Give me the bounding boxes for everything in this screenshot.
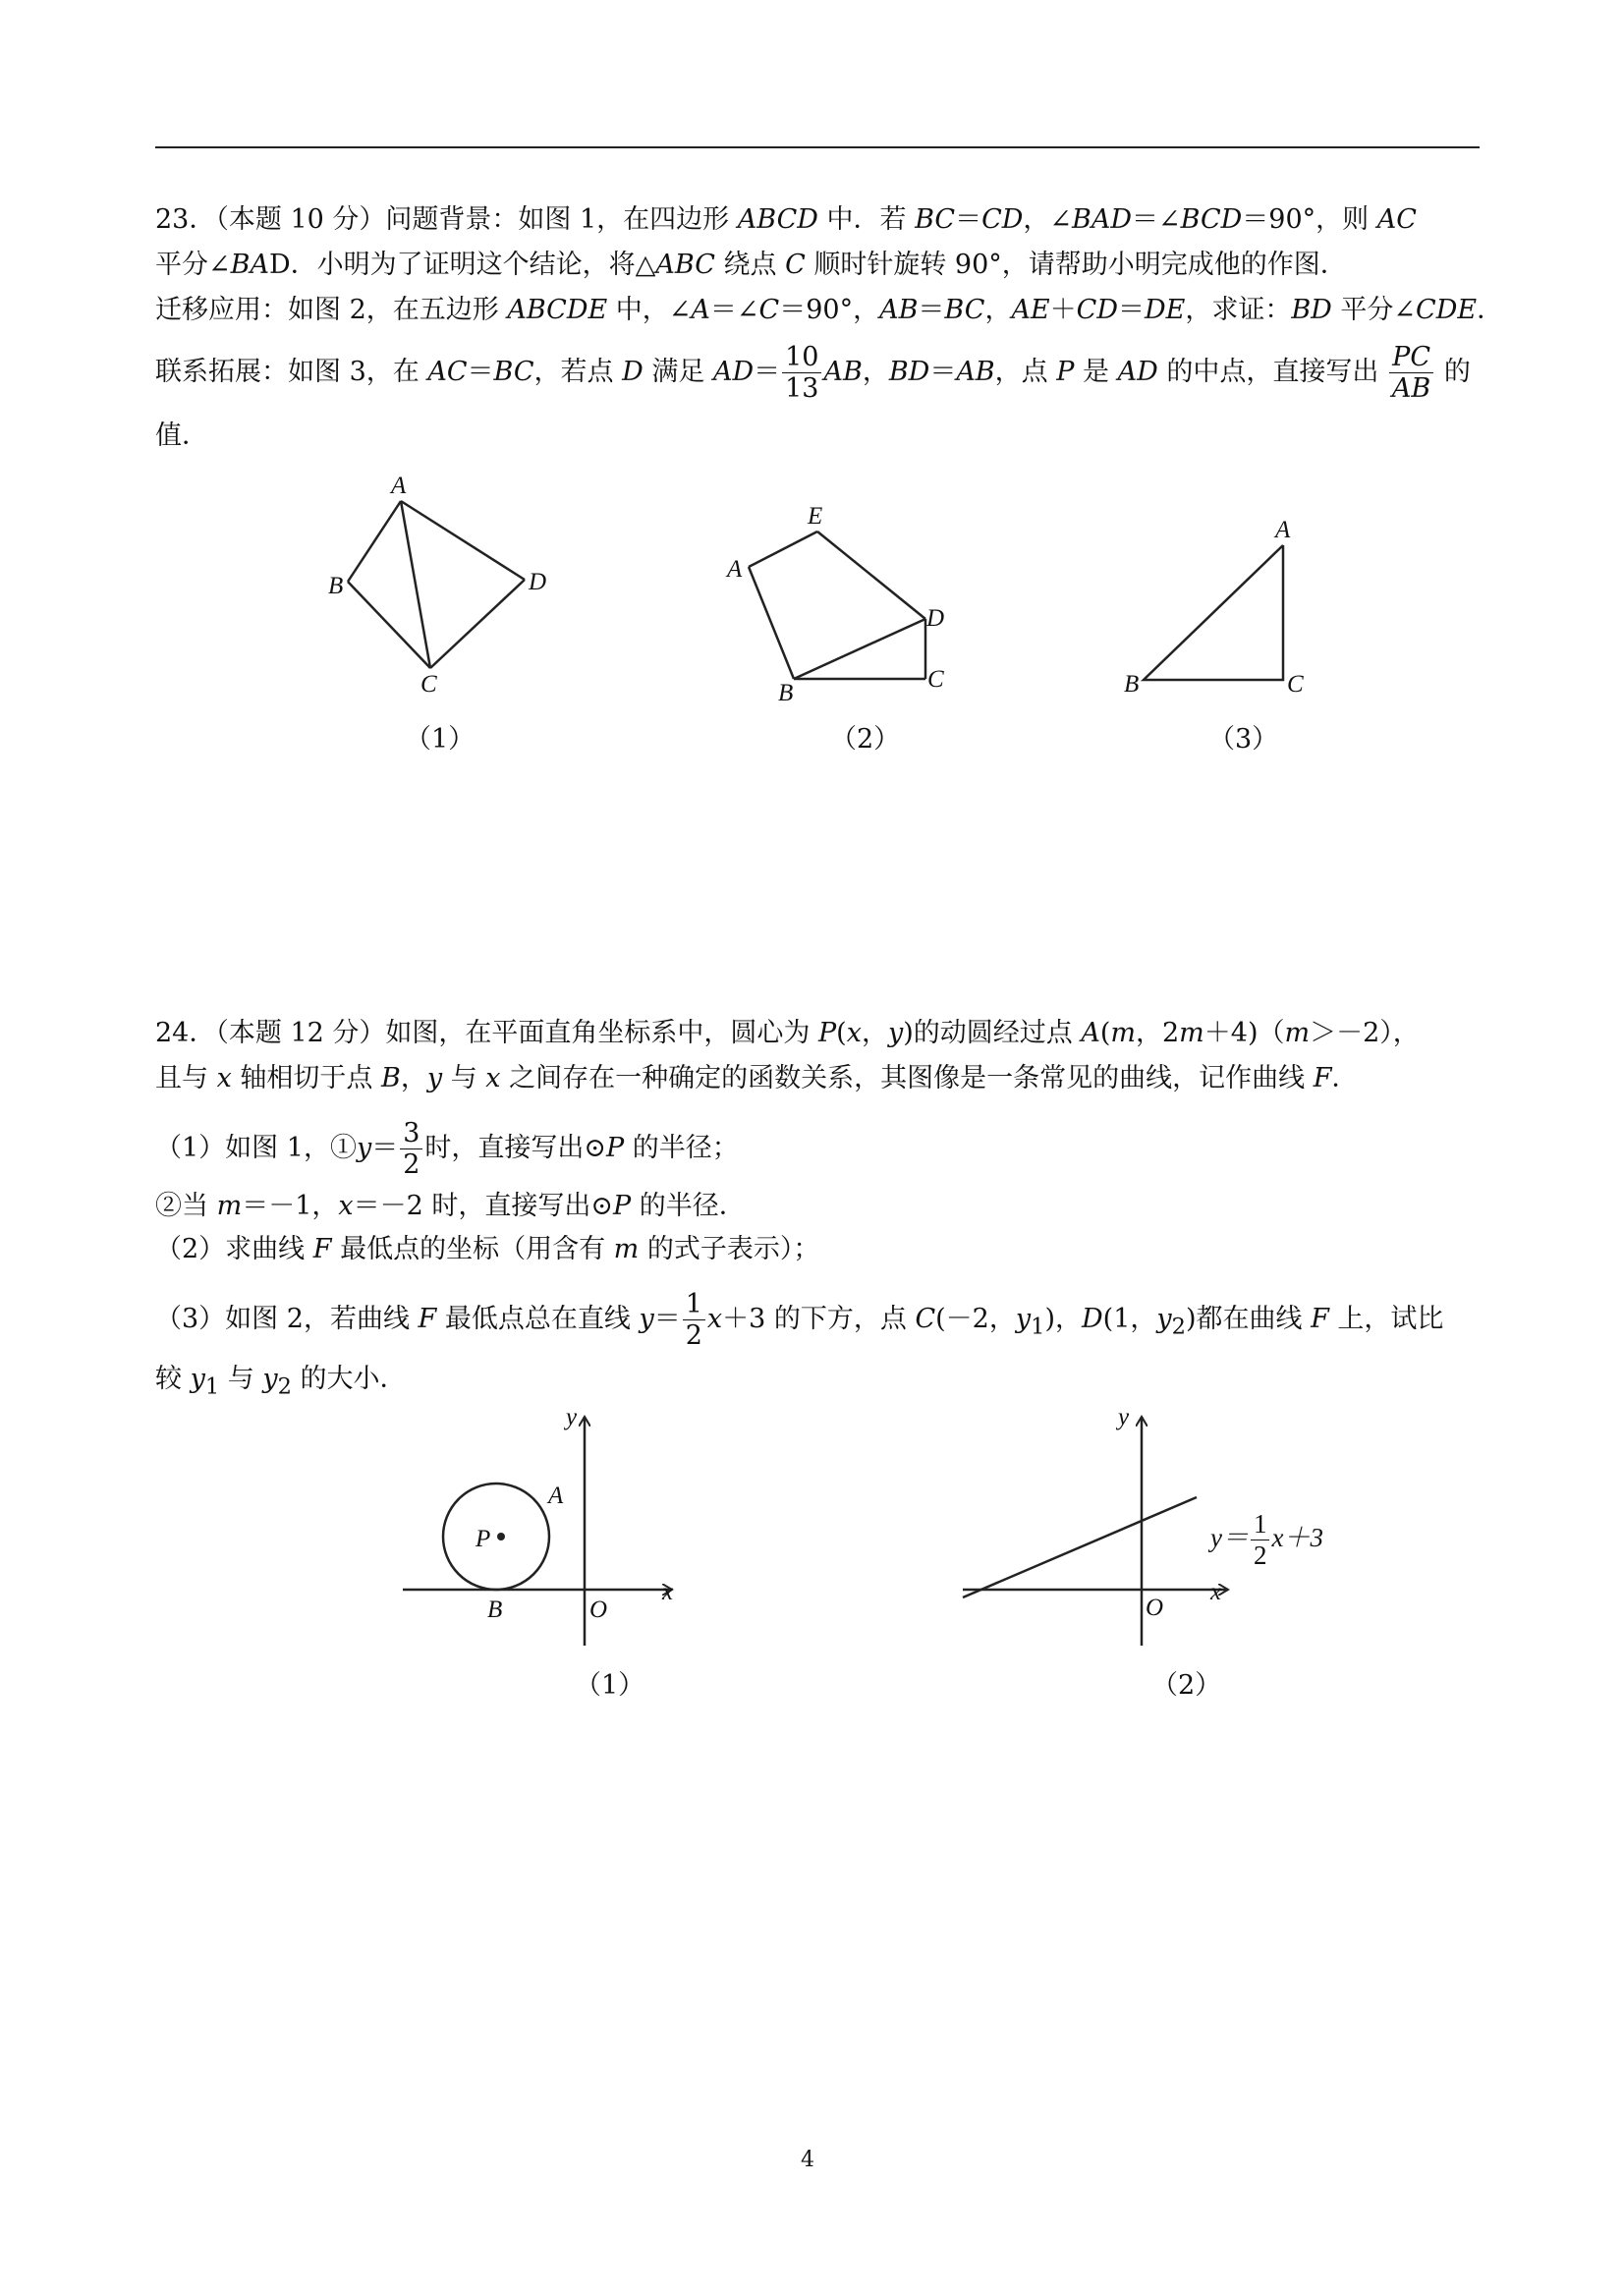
q24-line1: 24．（本题 12 分）如图，在平面直角坐标系中，圆心为 P(x，y)的动圆经过点 A(m，2m＋4)（m＞－2）， [155, 1018, 1420, 1048]
q23-line1: 23．（本题 10 分）问题背景：如图 1，在四边形 ABCD 中．若 BC＝CD，∠BAD＝∠BCD＝90°，则 AC [155, 204, 1417, 235]
q24-fig1-caption: （1） [575, 1670, 645, 1701]
label-p: P [476, 1526, 491, 1552]
label-b: B [778, 680, 794, 706]
q24-line5: （2）求曲线 F 最低点的坐标（用含有 m 的式子表示）； [155, 1234, 820, 1264]
q23-fig1-caption: （1） [405, 724, 476, 755]
fraction-1-2: $\frac{1}{2}$ [683, 1289, 705, 1351]
label-o: O [589, 1596, 608, 1623]
label-b: B [328, 573, 344, 599]
label-c: C [1287, 671, 1304, 698]
label-x: x [662, 1579, 674, 1605]
q24-line3: （1）如图 1，①y＝ $\frac{3}{2}$ 时，直接写出⊙P 的半径； [155, 1118, 739, 1181]
q23-fig3-caption: （3） [1208, 724, 1279, 755]
label-a: A [391, 473, 407, 499]
diagonal-bd [794, 619, 925, 679]
label-d: D [529, 569, 547, 595]
fraction-10-13: $\frac{10}{13}$ [782, 342, 821, 404]
label-c: C [927, 666, 944, 693]
edge-ae [749, 532, 817, 567]
q24-fig2-caption: （2） [1151, 1670, 1222, 1701]
line-y-half-x-plus-3 [963, 1497, 1197, 1597]
line-equation-label: y＝ $\frac{1}{2}$ x＋3 [1210, 1509, 1323, 1571]
label-a: A [727, 556, 743, 583]
q23-line2: 平分∠BAD．小明为了证明这个结论，将△ABC 绕点 C 顺时针旋转 90°，请帮助小明完成他的作图． [155, 250, 1347, 280]
label-o: O [1146, 1595, 1164, 1621]
q23-figure-1 [314, 472, 570, 698]
label-x: x [1210, 1579, 1222, 1605]
fraction-pc-ab: $\frac{PC}{AB}$ [1389, 342, 1433, 404]
edge-cd [430, 580, 525, 668]
fraction-1-2-label: $\frac{1}{2}$ [1251, 1509, 1270, 1571]
label-e: E [808, 503, 823, 530]
center-point-p [497, 1533, 505, 1540]
q23-line4: 联系拓展：如图 3，在 AC＝BC，若点 D 满足 AD＝ $\frac{10}{13}$ AB，BD＝AB，点 P 是 AD 的中点，直接写出 $\frac{PC}{AB}$ 的 [155, 342, 1471, 405]
q24-line2: 且与 x 轴相切于点 B，y 与 x 之间存在一种确定的函数关系，其图像是一条常见的曲线，记作曲线 F． [155, 1063, 1359, 1093]
q23-line3: 迁移应用：如图 2，在五边形 ABCDE 中，∠A＝∠C＝90°，AB＝BC，AE＋CD＝DE，求证：BD 平分∠CDE． [155, 295, 1504, 325]
edge-da [401, 501, 525, 580]
triangle-abc [1144, 545, 1283, 680]
edge-ed [817, 532, 925, 619]
label-a: A [548, 1483, 564, 1509]
q23-figure-2 [717, 496, 973, 707]
label-a: A [1275, 517, 1291, 543]
circle-p [443, 1484, 549, 1590]
label-b: B [487, 1596, 503, 1623]
q23-fig2-caption: （2） [830, 724, 901, 755]
label-y: y [1118, 1404, 1130, 1430]
page-number: 4 [801, 2148, 814, 2172]
q24-line6: （3）如图 2，若曲线 F 最低点总在直线 y＝ $\frac{1}{2}$ x＋3 的下方，点 C(－2，$y_1$)，D(1，$y_2$)都在曲线 F 上，试比 [155, 1289, 1444, 1352]
q24-figure-1 [393, 1405, 707, 1641]
q24-line4: ②当 m＝－1，x＝－2 时，直接写出⊙P 的半径． [155, 1191, 746, 1221]
label-b: B [1124, 671, 1140, 698]
fraction-3-2: $\frac{3}{2}$ [400, 1118, 422, 1180]
label-d: D [926, 605, 945, 632]
q24-line7: 较 $y_1$ 与 $y_2$ 的大小． [155, 1364, 407, 1400]
header-rule [155, 146, 1480, 148]
edge-ba [749, 567, 794, 679]
q23-line5: 值． [155, 420, 208, 451]
edge-ab [348, 501, 401, 582]
label-c: C [420, 671, 437, 698]
label-y: y [566, 1404, 578, 1430]
q23-figure-3 [1110, 511, 1326, 707]
